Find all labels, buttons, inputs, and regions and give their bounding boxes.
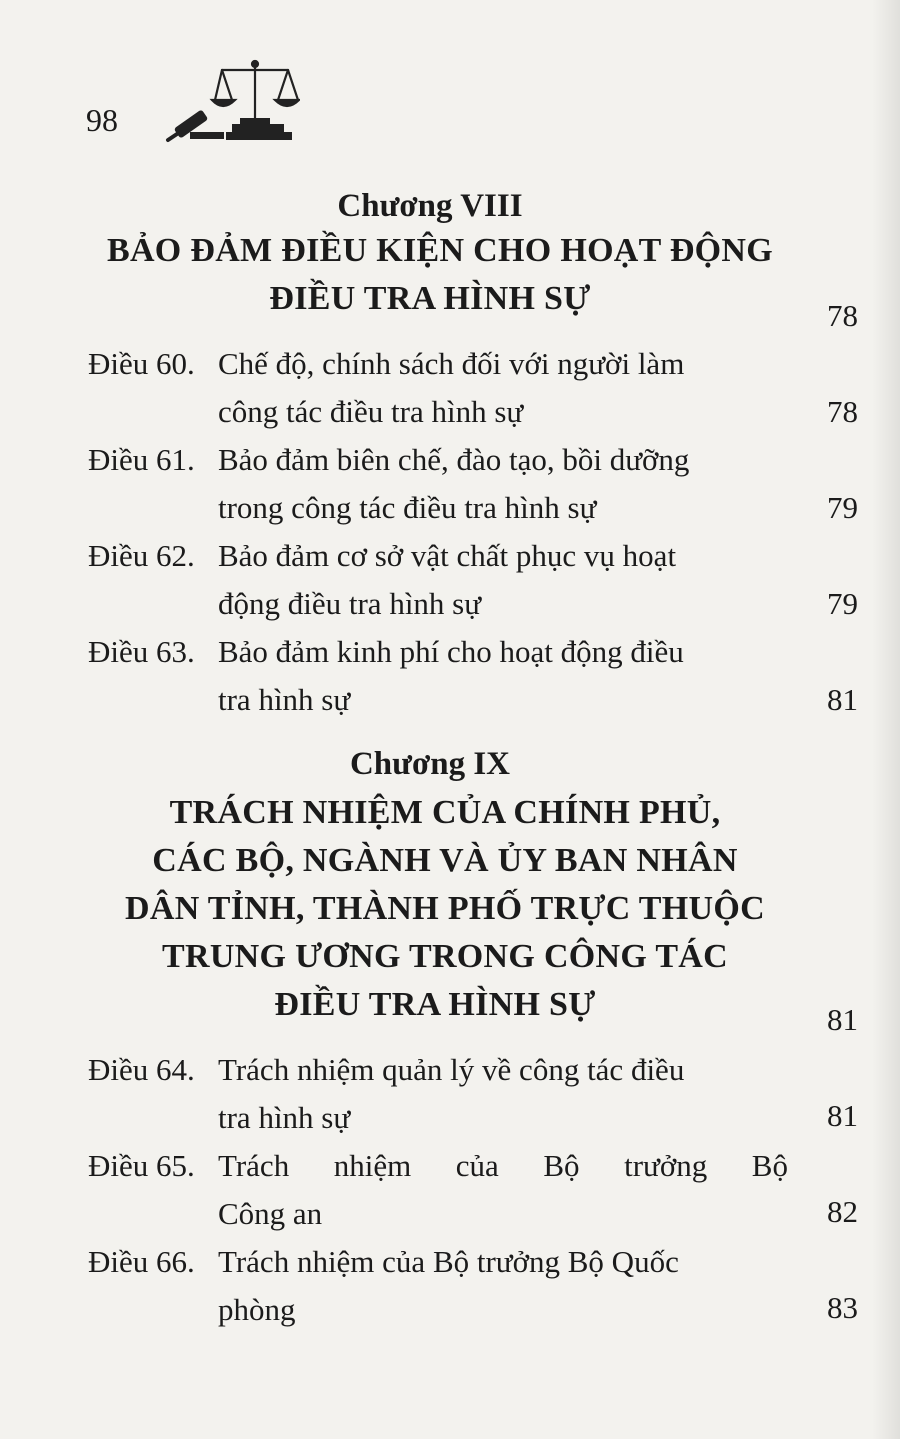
article-62-label: Điều 62. bbox=[88, 538, 195, 573]
scales-of-justice-gavel-icon bbox=[160, 56, 300, 146]
article-66-title-line-1: Trách nhiệm của Bộ trưởng Bộ Quốc bbox=[218, 1244, 679, 1279]
article-62-title-line-2: động điều tra hình sự bbox=[218, 586, 482, 621]
article-62-title-line-1: Bảo đảm cơ sở vật chất phục vụ hoạt bbox=[218, 538, 677, 573]
article-64-label: Điều 64. bbox=[88, 1052, 195, 1087]
article-63-title-line-1: Bảo đảm kinh phí cho hoạt động điều bbox=[218, 634, 684, 669]
article-63-title-line-2: tra hình sự bbox=[218, 682, 351, 717]
article-61-page: 79 bbox=[827, 490, 858, 525]
chapter-9-title-line-5: ĐIỀU TRA HÌNH SỰ bbox=[274, 986, 596, 1023]
word: Trách bbox=[218, 1148, 290, 1183]
word: Bộ bbox=[751, 1148, 788, 1183]
article-61-label: Điều 61. bbox=[88, 442, 195, 477]
chapter-9-title-line-1: TRÁCH NHIỆM CỦA CHÍNH PHỦ, bbox=[169, 794, 721, 831]
chapter-8-title-line-1: BẢO ĐẢM ĐIỀU KIỆN CHO HOẠT ĐỘNG bbox=[106, 232, 774, 269]
chapter-8-label: Chương VIII bbox=[337, 188, 523, 224]
article-64-title-line-1: Trách nhiệm quản lý về công tác điều bbox=[218, 1052, 685, 1087]
article-66-title-line-2: phòng bbox=[218, 1292, 296, 1327]
article-63-label: Điều 63. bbox=[88, 634, 195, 669]
article-65-title-line-1 bbox=[218, 1150, 788, 1181]
article-60-title-line-2: công tác điều tra hình sự bbox=[218, 394, 524, 429]
chapter-9-title-line-2: CÁC BỘ, NGÀNH VÀ ỦY BAN NHÂN bbox=[152, 842, 738, 879]
chapter-9-title-line-4: TRUNG ƯƠNG TRONG CÔNG TÁC bbox=[161, 938, 729, 975]
article-63-page: 81 bbox=[827, 682, 858, 717]
article-64-page: 81 bbox=[827, 1098, 858, 1133]
chapter-8-title-line-2: ĐIỀU TRA HÌNH SỰ bbox=[269, 280, 591, 317]
page-number: 98 bbox=[86, 102, 118, 138]
article-60-title-line-1: Chế độ, chính sách đối với người làm bbox=[218, 346, 685, 381]
article-62-page: 79 bbox=[827, 586, 858, 621]
article-60-page: 78 bbox=[827, 394, 858, 429]
article-65-title-line-2: Công an bbox=[218, 1196, 323, 1231]
chapter-9-title-line-3: DÂN TỈNH, THÀNH PHỐ TRỰC THUỘC bbox=[125, 890, 765, 927]
article-64-title-line-2: tra hình sự bbox=[218, 1100, 351, 1135]
article-66-label: Điều 66. bbox=[88, 1244, 195, 1279]
article-61-title-line-1: Bảo đảm biên chế, đào tạo, bồi dưỡng bbox=[218, 442, 690, 477]
article-60-label: Điều 60. bbox=[88, 346, 195, 381]
article-66-page: 83 bbox=[827, 1290, 858, 1325]
word: trưởng bbox=[624, 1148, 708, 1183]
word: nhiệm bbox=[333, 1148, 412, 1183]
chapter-9-label: Chương IX bbox=[349, 746, 511, 782]
article-61-title-line-2: trong công tác điều tra hình sự bbox=[218, 490, 597, 525]
article-65-label: Điều 65. bbox=[88, 1148, 195, 1183]
chapter-9-page: 81 bbox=[827, 1002, 858, 1037]
article-65-page: 82 bbox=[827, 1194, 858, 1229]
page-edge-shadow bbox=[872, 0, 900, 1439]
word: Bộ bbox=[543, 1148, 580, 1183]
word: của bbox=[455, 1148, 499, 1183]
chapter-8-page: 78 bbox=[827, 298, 858, 333]
